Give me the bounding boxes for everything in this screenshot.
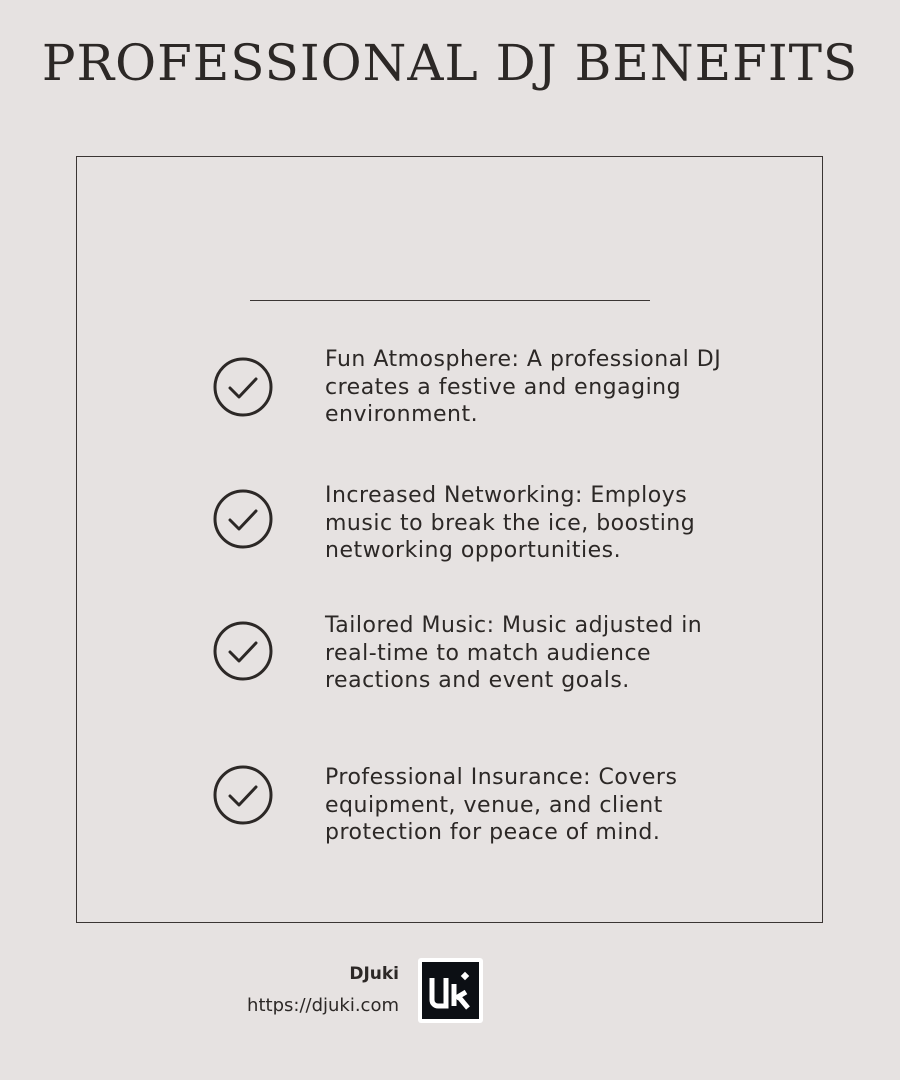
benefit-text: Professional Insurance: Covers equipment, venue, and client protection for peace of mind. xyxy=(325,765,678,845)
check-circle-icon xyxy=(213,489,273,549)
brand-name: DJuki xyxy=(349,964,399,984)
brand-logo xyxy=(418,958,483,1023)
benefit-text: Tailored Music: Music adjusted in real-time to match audience reactions and event goals. xyxy=(325,613,703,693)
brand-url[interactable]: https://djuki.com xyxy=(247,995,399,1016)
benefit-text: Fun Atmosphere: A professional DJ creates a festive and engaging environment. xyxy=(325,347,722,427)
divider xyxy=(250,300,650,301)
benefit-text: Increased Networking: Employs music to break the ice, boosting networking opportunities. xyxy=(325,483,696,563)
check-circle-icon xyxy=(213,357,273,417)
uk-logo-icon xyxy=(422,962,479,1019)
check-circle-icon xyxy=(213,621,273,681)
check-circle-icon xyxy=(213,765,273,825)
page-title: PROFESSIONAL DJ BENEFITS xyxy=(41,34,859,92)
